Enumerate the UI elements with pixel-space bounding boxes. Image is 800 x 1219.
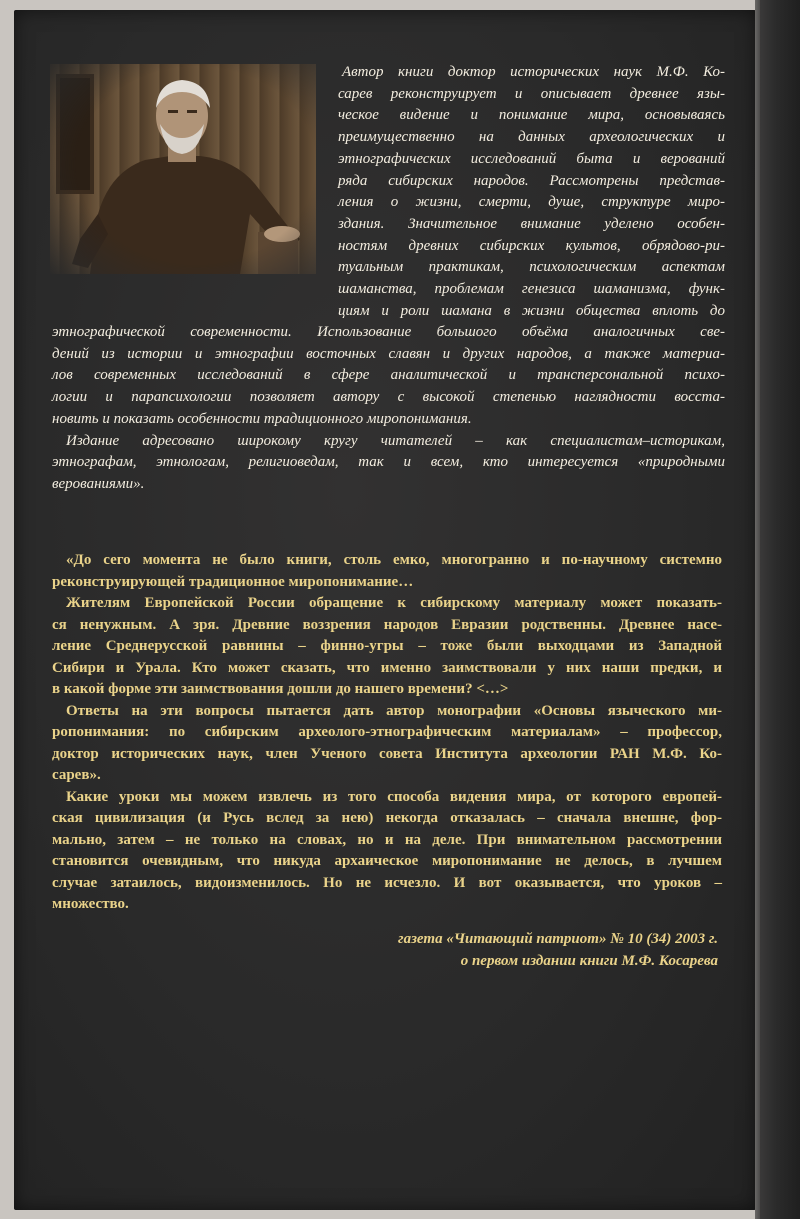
quote-line: ся ненужным. А зря. Древние воззрения народов Евразии родственны. Древнее насе- (52, 616, 722, 633)
text-line: ностям древних сибирских культов, обрядово-ри- (338, 237, 725, 254)
text-line: Издание адресовано широкому кругу читателей – как специалистам–историкам, (66, 432, 725, 449)
quote-line: Сибири и Урала. Кто может сказать, что именно заимствовали у них наши предки, и (52, 659, 722, 676)
quote-line: ление Среднерусской равнины – финно-угры – тоже были выходцами из Западной (52, 638, 722, 654)
quote-line: сарев». (52, 767, 101, 783)
review-quote (52, 550, 722, 916)
text-line: ческое видение и понимание мира, основываясь (338, 107, 725, 124)
text-line: этнографических исследований быта и верований (338, 150, 725, 167)
quote-line: случае затаилось, видоизменилось. Но не исчезло. И вот оказывается, что уроков – (52, 874, 722, 891)
text-line: этнографам, этнологам, религиоведам, так и всем, кто интересуется «природными (52, 454, 725, 471)
quote-line: ская цивилизация (и Русь вслед за нею) некогда отказалась – сначала внешне, фор- (52, 810, 722, 826)
quote-line: ропонимания: по сибирским археолого-этнографическим материалам» – профессор, (52, 724, 722, 740)
about-full-paragraph (52, 322, 725, 496)
photo-hand (264, 226, 300, 242)
author-portrait-photo (50, 64, 316, 274)
quote-line: Ответы на эти вопросы пытается дать автор монографии «Основы языческого ми- (66, 702, 722, 719)
quote-line: Жителям Европейской России обращение к сибирскому материалу может показать- (66, 595, 722, 611)
text-line: шаманства, проблемам генезиса шаманизма, функ- (338, 281, 725, 298)
text-line: туальным практикам, психологическим аспектам (338, 259, 725, 276)
text-line: Автор книги доктор исторических наук М.Ф. Ко- (342, 64, 725, 80)
text-line: дений из истории и этнографии восточных славян и других народов, а также материа- (52, 345, 725, 362)
text-line: ления о жизни, смерти, душе, структуре миро- (338, 194, 725, 211)
quote-line: становится очевидным, что никуда архаическое миропонимание не делось, в лучшем (52, 853, 722, 869)
text-line: этнографической современности. Использование большого объёма аналогичных све- (52, 324, 725, 340)
text-line: сарев реконструирует и описывает древнее язы- (338, 85, 725, 102)
text-line: логии и парапсихологии позволяет автору с высокой степенью наглядности восста- (52, 389, 725, 406)
quote-line: в какой форме эти заимствования дошли до нашего времени? <…> (52, 681, 509, 697)
text-line: лов современных исследований в сфере аналитической и трансперсональной психо- (52, 367, 725, 384)
about-wrap-paragraph (338, 62, 725, 322)
quote-line: мально, затем – не только на словах, но и на деле. При внимательном рассмотрении (52, 831, 722, 848)
text-line: здания. Значительное внимание уделено особен- (338, 215, 725, 232)
text-line: новить и показать особенности традиционного миропонимания. (52, 410, 472, 427)
author-photo (50, 64, 316, 274)
text-line: ряда сибирских народов. Рассмотрены представ- (338, 172, 725, 189)
book-spine (760, 0, 800, 1219)
quote-line: «До сего момента не было книги, столь емко, многогранно и по-научному системно (66, 552, 722, 568)
quote-line: Какие уроки мы можем извлечь из того способа видения мира, от которого европей- (66, 788, 722, 805)
quote-line: доктор исторических наук, член Ученого совета Института археологии РАН М.Ф. Ко- (52, 745, 722, 762)
text-line: преимущественно на данных археологических и (338, 129, 725, 146)
source-line: газета «Читающий патриот» № 10 (34) 2003 г. (398, 931, 718, 947)
quote-line: реконструирующей традиционное миропонимание… (52, 573, 414, 590)
text-line: циям и роли шамана в жизни общества вплоть до (338, 302, 725, 319)
source-line: о первом издании книги М.Ф. Косарева (460, 953, 718, 969)
quote-line: множество. (52, 896, 129, 912)
text-line: верованиями». (52, 475, 145, 492)
quote-source (300, 928, 718, 972)
